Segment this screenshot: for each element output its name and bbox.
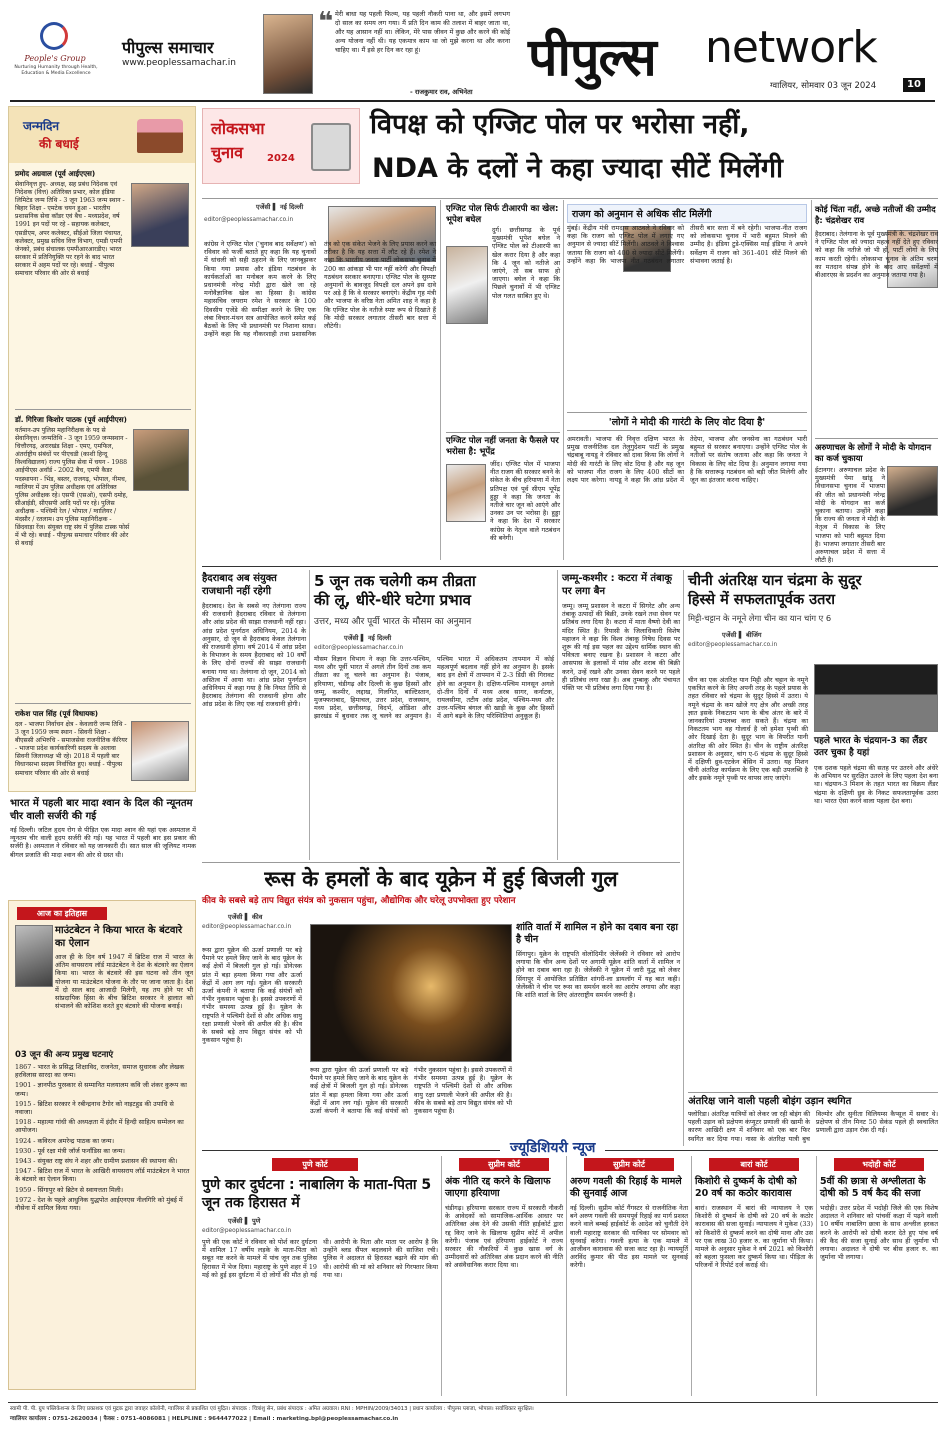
- judiciary-c1: [202, 1158, 438, 1396]
- history-text: आज ही के दिन वर्ष 1947 में ब्रिटिश राज में भारत के अंतिम वायसराय लॉर्ड माउंटबेटन ने देश के बंटवारे का ऐलान किया था। भारत के बंटवारे की इस घटना को तीन जून योजना या माउंटबेटन योजना के तौर पर जाना जाता है। देश में दो साल बाद आजादी मिलेगी, यह तय होने पर भी सांप्रदायिक हिंसा के बीच ब्रिटिश सरकार ने हालात को संभालने की कोशिश करते हुए बंटवारे की योजना बनाई।: [55, 953, 193, 1011]
- c3-text: नई दिल्ली। सुप्रीम कोर्ट गैंगस्टर से राजनीतिक नेता बने अरुण गवली की समयपूर्व रिहाई का मार्ग प्रशस्त करने वाले बम्बई हाईकोर्ट के आदेश को चुनौती देने वाली महाराष्ट्र सरकार की याचिका पर सोमवार को सुनवाई करेगा। गवली हत्या के एक मामले में आजीवन कारावास की सजा काट रहा है। न्यायमूर्ति अरविंद कुमार की पीठ इस मामले पर सुनवाई करेगी।: [570, 1204, 688, 1270]
- masthead: [0, 0, 945, 103]
- modi-quote-story: [567, 412, 807, 560]
- c2-divider: [566, 1156, 567, 1396]
- p1-text: सेवानिवृत्त हुए- अध्यक्ष, सह प्रबंध निदेशक एवं निदेशक (वित्त) अतिरिक्त प्रभार, कोल इंडिया लिमिटेड जन्म तिथि - 3 जून 1963 जन्म स्थान - बिहार शिक्षा - एमटेक चयन हुआ - भारतीय प्रशासनिक सेवा कॉडर एवं बैच - मध्यप्रदेश, वर्ष 1991 इन पदों पर रहे - सहायक कलेक्टर, एसडीएम, अपर कलेक्टर, सीईओ जिला पंचायत, कलेक्टर, प्रमुख सचिव वित्त विभाग, एमडी एमपी जेनको, प्रबंध संचालक एमपीआरआरडीए। भारत सरकार में प्रतिनियुक्ति पर रहने के बाद भारत सरकार में अहम पदों पर रहे। बधाई - पीपुल्स समाचार परिवार की ओर से बधाई: [15, 181, 125, 278]
- ukraine-email: editor@peoplessamachar.co.in: [202, 924, 292, 930]
- lead-byline: एजेंसी ▌ नई दिल्ली: [256, 203, 304, 211]
- event-item: 1924 - कविरत्न अमरेन्द्र पाठक का जन्म।: [15, 1136, 115, 1145]
- kashmir-story: [562, 572, 680, 862]
- event-item: 1972 - देश के पहले आधुनिक युद्धपोत आईएनएस नीलगिरि को मुंबई में नौसेना में शामिल किया गया।: [15, 1195, 183, 1213]
- baghel-photo: [446, 246, 488, 324]
- rao-story: [815, 204, 938, 438]
- judiciary-banner: ज्यूडिशियरी न्यूज: [500, 1138, 605, 1157]
- arunachal-headline: अरुणाचल के लोगों ने मोदी के योगदान का कर्ज चुकाया: [815, 442, 932, 463]
- heatwave-byline: एजेंसी ▌ नई दिल्ली: [344, 634, 392, 642]
- group-name: People's Group: [24, 54, 86, 63]
- peace-summit-text: सिंगापुर। यूक्रेन के राष्ट्रपति वोलोदिमीर जेलेंस्की ने रविवार को आरोप लगाया कि चीन अन्य देशों पर अगामी यूक्रेन शांति वार्ता में शामिल न होने का दबाव बना रहा है। जेलेंस्की ने यूक्रेन में जारी युद्ध को लेकर सिंगापुर में आयोजित प्रतिष्ठित शांगरी-ला डायलॉग में यह बात कही। जेलेंस्की ने चीन पर रूस का समर्थन करने का आरोप लगाया और कहा कि शांति वार्ता के लिए अंतरराष्ट्रीय समर्थन जरूरी है।: [516, 950, 680, 1000]
- election-badge-bottom: चुनाव: [211, 143, 244, 162]
- p3-text: दल - भाजपा निर्वाचन क्षेत्र - केवलारी जन्म तिथि - 3 जून 1959 जन्म स्थान - सिवनी शिक्षा - बीएससी अभिरुचि - समाजसेवा राजनीतिक कॅरियर - भाजपा प्रदेश कार्यकारिणी सदस्य के अलावा सिवनी जिलाध्यक्ष भी रहे। 2018 में पहली बार विधानसभा सदस्य निर्वाचित हुए। बधाई - पीपुल्स समाचार परिवार की ओर से बधाई: [15, 721, 128, 777]
- event-item: 1918 - महात्मा गांधी की अध्यक्षता में इंदौर में हिन्दी साहित्य सम्मेलन का आयोजन।: [15, 1118, 184, 1135]
- paper-name: पीपुल्स समाचार: [122, 38, 214, 57]
- heart-surgery-text: नई दिल्ली। जटिल हृदय रोग से पीड़ित एक मादा श्वान की यहां एक अस्पताल में न्यूनतम चीर वाली हृदय सर्जरी की गई। यह भारत में पहली बार इस प्रकार की सर्जरी है। अस्पताल ने रविवार को यह जानकारी दी। सात साल की जूलियट नामक बीगल प्रजाति की मादा श्वान की ओर से ग्रस्त थी।: [10, 826, 196, 859]
- hooda-headline: एग्जिट पोल नहीं जनता के फैसले पर भरोसा है: भूपेंद्र: [446, 436, 559, 457]
- election-badge: [202, 108, 360, 184]
- judiciary-c5: [820, 1158, 938, 1396]
- c5-text: भदोही। उत्तर प्रदेश में भदोही जिले की एक विशेष अदालत ने शनिवार को पांचवीं कक्षा में पढ़ने वाली 10 वर्षीय नाबालिग छात्रा के साथ अश्लील हरकत करने के आरोपी को दोषी करार देते हुए पांच वर्ष की कैद की सजा सुनाई और साथ ही जुर्माना भी लगाया। अदालत ने दोषी पर बीस हजार रु. का जुर्माना भी लगाया।: [820, 1204, 938, 1262]
- p2-text: वर्तमान-उप पुलिस महानिरीक्षक के पद से सेवानिवृत्त। जन्मतिथि - 3 जून 1959 जन्मस्थान - चित्तौरगढ़, अरारखंड शिक्षा - एमए, एमफिल, अंतर्राष्ट्रीय संबंधों पर पीएचडी (काशी हिन्दू विश्वविद्यालय) राज्य पुलिस सेवा में चयन - 1988 आईपीएस अवॉर्ड - 2002 बैच, एमपी कैडर पदस्थापना - भिंड, बस्तर, राजगढ़, भोपाल, नीमच, ग्वालियर में उप पुलिस अधीक्षक एवं अतिरिक्त पुलिस अधीक्षक रहे। एसपी (एसओ), एसपी दमोह, सीआईडी, सीएसपी आदि पदों पर रहे। पुलिस अधीक्षक - पश्चिमी रेल / भोपाल / ग्वालियर / मंदसौर / रतलाम। उप पुलिस महानिरीक्षक - छिंदवाड़ा रेंज। संयुक्त राष्ट्र संघ में पुलिस टास्क फोर्स में भी रहे। बधाई - पीपुल्स समाचार परिवार की ओर से बधाई: [15, 427, 130, 548]
- p1-divider: [15, 409, 191, 410]
- hooda-photo: [446, 464, 486, 522]
- athawale-headline: राजग को अनुमान से अधिक सीट मिलेंगी: [567, 204, 807, 223]
- probe-subhead: मिट्टी-चट्टान के नमूने लेगा चीन का यान चांग ए 6: [688, 613, 832, 623]
- masthead-rule: [10, 100, 935, 102]
- heatwave-headline-1: 5 जून तक चलेगी कम तीव्रता: [314, 572, 476, 590]
- heatwave-email: editor@peoplessamachar.co.in: [314, 645, 404, 651]
- birthday-title-bottom: की बधाई: [39, 137, 79, 151]
- c2-text: चंडीगढ़। हरियाणा सरकार राज्य में सरकारी नौकरी के आवेदकों को सामाजिक-आर्थिक आधार पर अतिरिक्त अंक देने की उसकी नीति हाईकोर्ट द्वारा रद्द किए जाने के खिलाफ सुप्रीम कोर्ट में अपील करेगी। पंजाब एवं हरियाणा हाईकोर्ट ने राज्य सरकार की नौकरियों में कुछ खास वर्ग के उम्मीदवारों को अतिरिक्त अंक प्रदान करने की नीति को असंवैधानिक करार दिया था।: [445, 1204, 563, 1270]
- event-item: 1959 - सिंगापुर को ब्रिटेन से स्वायत्तता मिली।: [15, 1185, 124, 1194]
- heatwave-story: [314, 572, 554, 862]
- peoples-group-logo: [40, 22, 68, 50]
- c1-byline: एजेंसी ▌ पुणे: [228, 1217, 261, 1225]
- group-tagline: Nurturing Humanity through Health, Education & Media Excellence: [14, 65, 98, 76]
- footer-imprint: स्वामी पी. पी. ग्रुप पब्लिकेशन्स के लिए प्रकाशक एवं मुद्रक द्वारा जवाहर कॉलोनी, ग्वालियर से प्रकाशित एवं मुद्रित। संपादक : चित्रांशु सेन, प्रबंध संपादक : अमित अग्रवाल। RNI : MPHIN/2009/34013 | प्रधान कार्यालय : पीपुल्स प्लाजा, भोपाल। सर्वाधिकार सुरक्षित।: [10, 1406, 534, 1412]
- top-section-rule: [202, 566, 938, 567]
- athawale-story: [567, 204, 807, 410]
- footer-rule: [8, 1402, 938, 1403]
- c1-text: पुणे की एक कोर्ट ने रविवार को पोर्श कार दुर्घटना में शामिल 17 वर्षीय लड़के के माता-पिता को सबूत नष्ट करने के मामले में पांच जून तक पुलिस हिरासत में भेज दिया। महाराष्ट्र के पुणे शहर में 19 मई को हुई इस दुर्घटना में दो लोगों की मौत हो गई थी। आरोपी के पिता और माता पर आरोप है कि उन्होंने ब्लड सैंपल बदलवाने की साजिश रची। पुलिस ने अदालत से हिरासत बढ़ाने की मांग की थी। आरोपी की मां को शनिवार को गिरफ्तार किया गया था।: [202, 1238, 438, 1279]
- ukraine-blackout-photo: [310, 924, 512, 1062]
- hyderabad-headline: हैदराबाद अब संयुक्त राजधानी नहीं रहेगी: [202, 573, 277, 597]
- cake-icon: [137, 119, 183, 153]
- peace-summit-headline: शांति वार्ता में शामिल न होने का दबाव बना रहा है चीन: [516, 922, 678, 945]
- arunachal-text: ईटानगर। अरुणाचल प्रदेश के मुख्यमंत्री पेमा खांडू ने विधानसभा चुनाव में भाजपा की जीत को प्रधानमंत्री नरेन्द्र मोदी के योगदान का कर्ज चुकाना बताया। उन्होंने कहा कि राज्य की जनता ने मोदी के नेतृत्व में विकास के लिए भाजपा को भारी बहुमत दिया है। भाजपा लगातार तीसरी बार अरुणाचल प्रदेश में सत्ता में लौटी है।: [815, 466, 885, 565]
- voting-machine-icon: [311, 123, 351, 171]
- arunachal-story: [815, 442, 938, 565]
- hyderabad-text: हैदराबाद। देश के सबसे नए तेलंगाना राज्य की राजधानी हैदराबाद रविवार से तेलंगाना और आंध्र प्रदेश की साझा राजधानी नहीं रहा। आंध्र प्रदेश पुनर्गठन अधिनियम, 2014 के अनुसार, दो जून से हैदराबाद केवल तेलंगाना की राजधानी होगा। वर्ष 2014 में आंध्र प्रदेश के विभाजन के समय हैदराबाद को 10 वर्षों के लिए दोनों राज्यों की साझा राजधानी बनाया गया था। तेलंगाना दो जून, 2014 को अस्तित्व में आया था। आंध्र प्रदेश पुनर्गठन अधिनियम में कहा गया है कि नियत तिथि से हैदराबाद तेलंगाना की राजधानी होगा और आंध्र प्रदेश के लिए एक नई राजधानी होगी।: [202, 602, 306, 709]
- heatwave-subhead: उत्तर, मध्य और पूर्वी भारत के मौसम का अनुमान: [314, 617, 472, 627]
- history-tag: आज का इतिहास: [17, 907, 107, 920]
- p1-name: प्रमोद अग्रवाल (पूर्व आईएएस): [15, 169, 96, 178]
- p3-photo: [131, 721, 189, 781]
- ukraine-byline: एजेंसी ▌ कीव: [228, 913, 263, 921]
- ukraine-story: [202, 866, 680, 1142]
- quote-mark-icon: ❝: [318, 7, 334, 37]
- ukraine-text: रूस द्वारा यूक्रेन की ऊर्जा प्रणाली पर बड़े पैमाने पर हमले किए जाने के बाद यूक्रेन के कई क्षेत्रों में बिजली गुल हो गई। डोनेत्स्क प्रांत में बड़ा हमला किया गया और ऊर्जा केंद्रों में आग लग गई। यूक्रेन की सरकारी ऊर्जा कंपनी ने बताया कि कई संयंत्रों को गंभीर नुकसान पहुंचा है। इससे उपकरणों में गंभीर समस्या उत्पन्न हुई है। यूक्रेन के राष्ट्रपति ने पश्चिमी देशों से और अधिक वायु रक्षा प्रणाली भेजने की अपील की है। कीव के सबसे बड़े ताप विद्युत संयंत्र को भी नुकसान पहुंचा है।: [202, 946, 302, 1045]
- heart-surgery-headline: भारत में पहली बार मादा श्वान के दिल की न्यूनतम चीर वाली सर्जरी की गई: [10, 798, 193, 822]
- c3-headline: अरुण गवली की रिहाई के मामले की सुनवाई आज: [570, 1176, 682, 1199]
- quote-text: मेरी बाधा यह पहली फिल्म, यह पहली नौकरी पाना था, और इसमें लगभग दो साल का समय लग गया। मैं प्रति दिन काम की तलाश में बाहर जाता था, और यह आसान नहीं था। लेकिन, मेरे पास जीवन में कुछ और करने की कोई अन्य योजना नहीं थी। यह एकमात्र काम था जो मुझे करना था और करना चाहिए था। मैं इसे हर दिन कर रहा हूं।: [335, 10, 510, 54]
- probe-headline-2: हिस्से में सफलतापूर्वक उतरा: [688, 592, 836, 608]
- probe-headline-1: चीनी अंतरिक्ष यान चंद्रमा के सुदूर: [688, 573, 862, 589]
- khandu-photo: [887, 466, 938, 516]
- probe-email: editor@peoplessamachar.co.in: [688, 642, 778, 648]
- p2-divider: [15, 703, 191, 704]
- lunar-lander-photo: [814, 664, 938, 732]
- probe-side-text: एक दशक पहले चंद्रमा की सतह पर उतरने और अंधेरे के अभियान पर सुरक्षित उतरने के लिए पहला देश बना था। चंद्रयान-3 मिशन के तहत भारत का विक्रम लैंडर चंद्रमा के दक्षिणी ध्रुव के निकट सफलतापूर्वक उतरा था। भारत ऐसा करने वाला पहला देश बना।: [814, 764, 938, 805]
- boeing-headline: अंतरिक्ष जाने वाली पहली बोइंग उड़ान स्थगित: [688, 1096, 852, 1107]
- heart-surgery-story: [10, 798, 196, 894]
- p1-photo: [131, 183, 189, 247]
- probe-text: चीन का एक अंतरिक्ष यान मिट्टी और चट्टान के नमूने एकत्रित करने के लिए अपनी तरह के पहले प्रयास के तहत रविवार को चंद्रमा के सुदूर हिस्से में उतरा। ये नमूने चंद्रमा के कम खोजे गए क्षेत्र और अच्छी तरह ज्ञात इसके निकटतम भाग के बीच अंतर के बारे में जानकारियां उपलब्ध करा सकते हैं। चंद्रमा का निकटतम भाग वह गोलार्ध है जो हमेशा पृथ्वी की ओर दिखाई देता है। सुदूर भाग के विपरीत यानी अंतरिक्ष की ओर स्थित है। चीन के राष्ट्रीय अंतरिक्ष प्रशासन के अनुसार, चांग ए-6 चंद्रमा के सुदूर हिस्से में दक्षिणी ध्रुव-एटकेन बेसिन में उतरा। यह मिशन चीनी अंतरिक्ष कार्यक्रम के लिए एक बड़ी उपलब्धि है और इसके नमूने पृथ्वी पर वापस लाए जाएंगे।: [688, 676, 808, 783]
- athawale-text: मुंबई। केंद्रीय मंत्री रामदास आठवले ने रविवार को कहा कि राजग को एग्जिट पोल में लगाए गए अनुमान से ज्यादा सीटें मिलेंगी। आठवले ने विश्वास जताया कि राजग को 400 से ज्यादा सीटें मिलेंगी। उन्होंने कहा कि भाजपा नीत गठबंधन लगातार तीसरी बार सत्ता में बने रहेगी। भाजपा-नीत राजग को लोकसभा चुनाव में भारी बहुमत मिलने की उम्मीद है। इंडिया टुडे-एक्सिस माई इंडिया ने अपने सर्वेक्षण में राजग को 361-401 सीटें मिलने की संभावना जताई है।: [567, 224, 807, 265]
- lead-col-divider: [440, 200, 441, 560]
- event-item: 1930 - पूर्व रक्षा मंत्री जॉर्ज फर्नांडिस का जन्म।: [15, 1146, 125, 1155]
- election-badge-top: लोकसभा: [211, 119, 265, 138]
- peace-summit-story: [516, 922, 680, 1142]
- history-headline: माउंटबेटन ने किया भारत के बंटवारे का ऐलान: [55, 925, 183, 949]
- baghel-text: दुर्ग। छत्तीसगढ़ के पूर्व मुख्यमंत्री भूपेश बघेल ने एग्जिट पोल को टीआरपी का खेल करार दिया है और कहा कि 4 जून को नतीजे आ जाएंगे, तो सब साफ हो जाएगा। बघेल ने कहा कि पिछले चुनावों में भी एग्जिट पोल गलत साबित हुए थे।: [492, 226, 560, 300]
- boeing-text: फ्लोरिडा। अंतरिक्ष यात्रियों को लेकर जा रही बोइंग की पहली उड़ान को प्रक्षेपण कंप्यूटर प्रणाली की खामी के कारण आखिरी क्षण में शनिवार को एक बार फिर स्थगित कर दिया गया। नासा के अंतरिक्ष यात्री बुच विल्मोर और सुनीता विलियम्स कैप्सूल में सवार थे। प्रक्षेपण से तीन मिनट 50 सेकंड पहले ही स्वचालित प्रणाली द्वारा उड़ान रोक दी गई।: [688, 1110, 938, 1143]
- c4-text: बारां। राजस्थान में बारां की न्यायालय ने एक किशोरी से दुष्कर्म के दोषी को 20 वर्ष के कठोर कारावास की सजा सुनाई। न्यायालय ने मुकेश (33) को किशोरी से दुष्कर्म करने का दोषी माना और उस पर एक लाख 30 हजार रु. का जुर्माना भी किया। मामले के अनुसार मुकेश ने वर्ष 2021 को किशोरी को बहला फुसला कर दुष्कर्म किया था। पीड़िता के परिजनों ने रिपोर्ट दर्ज कराई थी।: [695, 1204, 813, 1270]
- p3-name: राकेश पाल सिंह (पूर्व विधायक): [15, 709, 99, 718]
- lead-headline-1: विपक्ष को एग्जिट पोल पर भरोसा नहीं,: [370, 109, 750, 140]
- hooda-text: जींद। एग्जिट पोल में भाजपा नीत राजग की सरकार बनने के संकेत के बीच हरियाणा में नेता प्रतिपक्ष एवं पूर्व सीएम भूपेंद्र हुड्डा ने कहा कि जनता के नतीजे चार जून को आएंगे और उनका उन पर भरोसा है। हुड्डा ने कहा कि देश में सरकार कांग्रेस के नेतृत्व वाले गठबंधन की बनेगी।: [490, 460, 560, 542]
- ukraine-text-cont: रूस द्वारा यूक्रेन की ऊर्जा प्रणाली पर बड़े पैमाने पर हमले किए जाने के बाद यूक्रेन के कई क्षेत्रों में बिजली गुल हो गई। डोनेत्स्क प्रांत में बड़ा हमला किया गया और ऊर्जा केंद्रों में आग लग गई। यूक्रेन की सरकारी ऊर्जा कंपनी ने बताया कि कई संयंत्रों को गंभीर नुकसान पहुंचा है। इससे उपकरणों में गंभीर समस्या उत्पन्न हुई है। यूक्रेन के राष्ट्रपति ने पश्चिमी देशों से और अधिक वायु रक्षा प्रणाली भेजने की अपील की है। कीव के सबसे बड़े ताप विद्युत संयंत्र को भी नुकसान पहुंचा है।: [310, 1066, 512, 1116]
- events-title: 03 जून की अन्य प्रमुख घटनाएं: [15, 1050, 114, 1060]
- birthday-title-top: जन्मदिन: [23, 119, 60, 133]
- ukraine-headline: रूस के हमलों के बाद यूक्रेन में हुई बिजली गुल: [264, 867, 618, 891]
- footer-contacts: ग्वालियर कार्यालय : 0751-2620034 | फैक्स : 0751-4086081 | HELPLINE : 9644477022 | Email : marketing.bpl@peoplessamachar.co.in: [10, 1416, 399, 1422]
- boeing-rule: [688, 1092, 938, 1093]
- birthday-panel: [8, 106, 196, 792]
- c1-divider: [441, 1156, 442, 1396]
- birthday-header: [9, 107, 195, 163]
- kashmir-headline: जम्मू-कश्मीर : कटरा में तंबाकू पर लगा बैन: [562, 573, 673, 597]
- events-list: [15, 1063, 191, 1214]
- judiciary-c3: [570, 1158, 688, 1396]
- modi-quote-headline: 'लोगों ने मोदी की गारंटी के लिए वोट दिया है': [567, 412, 807, 431]
- rao-headline: कोई चिंता नहीं, अच्छे नतीजों की उम्मीद है: चंद्रशेखर राव: [815, 204, 936, 225]
- probe-side-headline: पहले भारत के चंद्रयान-3 का लैंडर उतर चुका है यहां: [814, 736, 927, 758]
- c5-court-tag: भदोही कोर्ट: [834, 1158, 924, 1171]
- c1-email: editor@peoplessamachar.co.in: [202, 1228, 292, 1234]
- judiciary-c2: [445, 1158, 563, 1396]
- quote-author: - राजकुमार राव, अभिनेता: [410, 88, 473, 96]
- kashmir-col-divider: [683, 570, 684, 1146]
- c2-court-tag: सुप्रीम कोर्ट: [459, 1158, 549, 1171]
- lead-email: editor@peoplessamachar.co.in: [204, 217, 294, 223]
- kashmir-text: जम्मू। जम्मू प्रशासन ने कटरा में सिगरेट और अन्य तंबाकू उत्पादों की बिक्री, उनके रखने तथा सेवन पर प्रतिबंध लगा दिया है। कटरा में माता वैष्णो देवी का मंदिर स्थित है। रियासी के जिलाधिकारी विशेष महाजन ने कहा कि विश्व तंबाकू निषेध दिवस पर शुरू की गई इस पहल का उद्देश्य धार्मिक स्थान की पवित्रता बनाए रखना है। प्रशासन ने कटरा और आसपास के इलाकों में मांस और शराब की बिक्री करने, उन्हें रखने और उनका सेवन करने पर पहले ही प्रतिबंध लगा रखा है। अब तुम्बाकू और पंचायत पंक्ति पर भी प्रतिबंध लगा दिया गया है।: [562, 602, 680, 693]
- event-item: 1901 - ज्ञानपीठ पुरस्कार से सम्मानित मलयालम कवि जी शंकर कुरूप का जन्म।: [15, 1081, 187, 1098]
- actor-photo: [263, 14, 313, 94]
- dateline: ग्वालियर, सोमवार 03 जून 2024: [770, 81, 877, 91]
- ukraine-subhead: कीव के सबसे बड़े ताप विद्युत संयंत्र को नुकसान पहुंचा, औद्योगिक और घरेलू उपभोक्ता हुए परेशान: [202, 896, 516, 906]
- c3-divider: [691, 1156, 692, 1396]
- probe-byline: एजेंसी ▌ बीजिंग: [722, 631, 762, 639]
- modi-quote-text: अमरावती। भाजपा की निवृत्त दक्षिण भारत के प्रमुख राजनीतिक दल तेलुगुदेशम पार्टी के प्रमुख चंद्रबाबू नायडू ने रविवार को दावा किया कि लोगों ने मोदी की गारंटी के लिए वोट दिया है और यह जून को भाजपा नीत राजग के लिए 400 सीटों का लक्ष्य पार करेगा। नायडू ने कहा कि आंध्र प्रदेश में तेदेपा, भाजपा और जनसेना का गठबंधन भारी बहुमत से सरकार बनाएगा। उन्होंने एग्जिट पोल के नतीजों पर संतोष जताया और कहा कि जनता ने विकास के लिए वोट दिया है। अनुमान लगाया गया है कि सत्तारूढ़ गठबंधन को बड़ी जीत मिलेगी और जून का इंतजार करना चाहिए।: [567, 435, 807, 485]
- judiciary-c4: [695, 1158, 813, 1396]
- c4-divider: [816, 1156, 817, 1396]
- brand-english: network: [705, 22, 877, 73]
- rao-col-divider: [811, 200, 812, 560]
- lead-text: कांग्रेस ने एग्जिट पोल ('चुनाव बाद सर्वेक्षण') को रविवार को फर्जी बताते हुए कहा कि यह चुनावों में धांधली को सही ठहराने के लिए जानबूझकर किया गया प्रयास और इंडिया गठबंधन के कार्यकर्ताओं का मनोबल कम करने के लिए प्रधानमंत्री नरेन्द्र मोदी द्वारा खेले जा रहे मनोवैज्ञानिक खेल का हिस्सा है। कांग्रेस महासचिव जयराम रमेश ने सरकार के 100 दिवसीय एजेंडे की समीक्षा करने के लिए एक लंबा विचार-मंथन सत्र आयोजित करने समेत कई बैठकों के लिए भी प्रधानमंत्री पर निशाना साधा। उन्होंने कहा कि यह नौकरशाही तथा प्रशासनिक तंत्र को एक संकेत भेजने के लिए प्रयास करने का तरीका है कि यह सत्ता में लौट रहे हैं। रमेश ने कहा कि भारतीय जनता पार्टी लोकसभा चुनाव में 200 का आंकड़ा भी पार नहीं करेगी और विपक्षी गठबंधन सरकार बनाएगा। एग्जिट पोल के सुस्पष्ट अनुमानों के बावजूद विपक्षी दल अपने इस दावे पर अड़े हैं कि वे सरकार बनाएंगे। केंद्रीय गृह मंत्री और भाजपा के वरिष्ठ नेता अमित शाह ने कहा है कि एग्जिट पोल के नतीजे स्पष्ट रूप से दिखाते हैं कि मोदी सरकार लगातार तीसरी बार सत्ता में लौटेगी।: [204, 240, 436, 339]
- page-number: 10: [903, 78, 925, 92]
- rao-text: हैदराबाद। तेलंगाना के पूर्व मुख्यमंत्री के. चंद्रशेखर राव ने एग्जिट पोल को ज्यादा महत्व नहीं देते हुए रविवार को कहा कि नतीजे जो भी हों, पार्टी लोगों के लिए काम करती रहेगी। लोकसभा चुनाव के अंतिम चरण का मतदान संपन्न होने के बाद आए सर्वेक्षणों में बीआरएस के प्रदर्शन का अनुमान जताया गया है।: [815, 230, 938, 280]
- heatwave-headline-2: की लू, धीरे-धीरे घटेगा प्रभाव: [314, 591, 471, 609]
- ukraine-rule: [202, 862, 680, 863]
- hyderabad-story: [202, 572, 306, 862]
- baghel-divider: [446, 432, 560, 433]
- brand-hindi: पीपुल्स: [528, 28, 656, 88]
- hooda-story: [446, 436, 560, 560]
- lead-headline-2: NDA के दलों ने कहा ज्यादा सीटें मिलेंगी: [372, 153, 784, 184]
- election-badge-year: 2024: [267, 153, 295, 164]
- c3-court-tag: सुप्रीम कोर्ट: [584, 1158, 674, 1171]
- baghel-story: [446, 204, 560, 430]
- c4-headline: किशोरी से दुष्कर्म के दोषी को 20 वर्ष का कठोर कारावास: [695, 1176, 797, 1199]
- heatwave-col-divider: [557, 570, 558, 860]
- arunachal-divider: [815, 438, 938, 439]
- hooda-col-divider: [563, 200, 564, 560]
- website: www.peoplessamachar.in: [122, 58, 236, 68]
- boeing-story: [688, 1096, 938, 1148]
- c5-headline: 5वीं की छात्रा से अश्लीलता के दोषी को 5 वर्ष कैद की सजा: [820, 1176, 926, 1199]
- event-item: 1943 - संयुक्त राष्ट्र संघ ने शहर और ग्रामीण प्रशासन की स्थापना की।: [15, 1157, 178, 1166]
- event-item: 1867 - भारत के प्रसिद्ध शिक्षाविद, राजनेता, समाज सुधारक और लेखक हरविलास सारदा का जन्म।: [15, 1063, 185, 1080]
- p2-photo: [133, 429, 189, 491]
- chinese-probe-story: [688, 572, 938, 1092]
- event-item: 1915 - ब्रिटिश सरकार ने रबीन्द्रनाथ टैगोर को नाइटहुड की उपाधि से नवाजा।: [15, 1099, 174, 1117]
- heatwave-text: मौसम विज्ञान विभाग ने कहा कि उत्तर-पश्चिम, मध्य और पूर्वी भारत में अगले तीन दिनों तक कम तीव्रता का लू चलने का अनुमान है। पंजाब, हरियाणा, चंडीगढ़ और दिल्ली के कुछ हिस्सों और जम्मू, कश्मीर, लद्दाख, गिलगित, बाल्टिस्तान, मुजफ्फराबाद, हिमाचल, उत्तर प्रदेश, राजस्थान, मध्य प्रदेश, छत्तीसगढ़, विदर्भ, ओडिशा और झारखंड में बुधवार तक लू चलने का अनुमान है। पश्चिम भारत में अधिकतम तापमान में कोई महत्वपूर्ण बदलाव नहीं होने का अनुमान है। इसके बाद इन क्षेत्रों में तापमान में 2-3 डिग्री की गिरावट होने का अनुमान है। दक्षिण-पश्चिम मानसून अगले दो-तीन दिनों में मध्य अरब सागर, कर्नाटक, रायलसीमा, तटीय आंध्र प्रदेश, पश्चिम-मध्य और उत्तर-पश्चिम बंगाल की खाड़ी के कुछ और हिस्सों में आगे बढ़ने के लिए परिस्थितियां अनुकूल हैं।: [314, 655, 554, 721]
- c1-headline: पुणे कार दुर्घटना : नाबालिग के माता-पिता 5 जून तक हिरासत में: [202, 1177, 432, 1211]
- event-item: 1947 - ब्रिटिश राज में भारत के आखिरी वायसराय लॉर्ड माउंटबेटन ने भारत के बंटवारे का ऐलान किया।: [15, 1167, 190, 1184]
- baghel-headline: एग्जिट पोल सिर्फ टीआरपी का खेल: भूपेश बघेल: [446, 204, 559, 225]
- hyderabad-col-divider: [309, 570, 310, 860]
- p2-name: डॉ. गिरिजा किशोर पाठक (पूर्व आईपीएस): [15, 415, 127, 424]
- lead-rule: [202, 198, 938, 199]
- c4-court-tag: बारां कोर्ट: [709, 1158, 799, 1171]
- c1-court-tag: पुणे कोर्ट: [272, 1158, 358, 1171]
- c2-headline: अंक नीति रद्द करने के खिलाफ जाएगा हरियाणा: [445, 1176, 551, 1199]
- history-box: [8, 900, 196, 1390]
- mountbatten-photo: [15, 925, 53, 987]
